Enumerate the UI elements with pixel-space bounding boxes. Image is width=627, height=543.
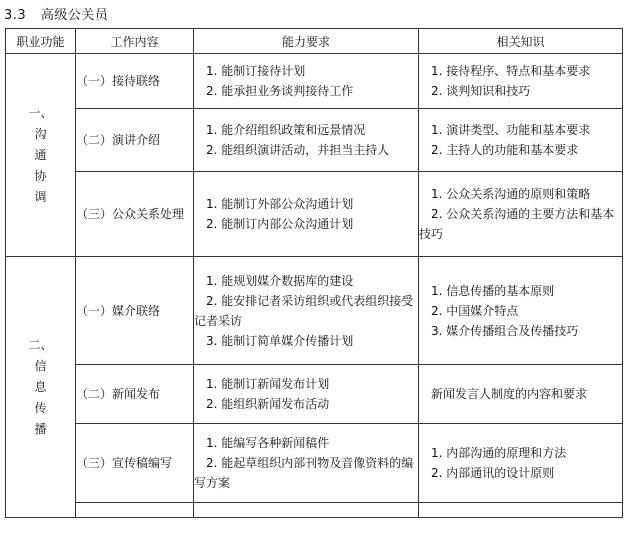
content-cell: （二）新闻发布	[76, 365, 194, 424]
ability-cell: 1. 能制订新闻发布计划 2. 能组织新闻发布活动	[194, 365, 419, 424]
knowledge-cell: 1. 内部沟通的原理和方法 2. 内部通讯的设计原则	[419, 424, 623, 503]
table-row	[6, 257, 623, 365]
table-row	[6, 172, 623, 257]
section-heading	[4, 4, 108, 23]
section-number: 3.3	[4, 8, 27, 23]
standards-table	[5, 28, 623, 518]
header-content: 工作内容	[76, 29, 194, 54]
function-cell: 二、 信 息 传 播	[6, 257, 76, 518]
knowledge-cell: 1. 信息传播的基本原则 2. 中国媒介特点 3. 媒介传播组合及传播技巧	[419, 257, 623, 365]
knowledge-cell: 新闻发言人制度的内容和要求	[419, 365, 623, 424]
content-cell: （一）媒介联络	[76, 257, 194, 365]
content-cell: （二）演讲介绍	[76, 109, 194, 172]
table-row	[6, 109, 623, 172]
knowledge-cell: 1. 演讲类型、功能和基本要求 2. 主持人的功能和基本要求	[419, 109, 623, 172]
knowledge-cell: 1. 接待程序、特点和基本要求 2. 谈判知识和技巧	[419, 54, 623, 109]
content-cell: （三）公众关系处理	[76, 172, 194, 257]
table-row	[6, 424, 623, 503]
function-cell: 一、 沟 通 协 调	[6, 54, 76, 257]
ability-cell: 1. 能编写各种新闻稿件 2. 能起草组织内部刊物及音像资料的编写方案	[194, 424, 419, 503]
header-row	[6, 29, 623, 54]
section-title: 高级公关员	[40, 8, 109, 23]
ability-cell: 1. 能规划媒介数据库的建设 2. 能安排记者采访组织或代表组织接受记者采访 3. 能制订简单媒介传播计划	[194, 257, 419, 365]
table-row	[6, 365, 623, 424]
ability-cell: 1. 能制订接待计划 2. 能承担业务谈判接待工作	[194, 54, 419, 109]
ability-cell: 1. 能介绍组织政策和远景情况 2. 能组织演讲活动，并担当主持人	[194, 109, 419, 172]
table-row-partial	[6, 503, 623, 518]
header-function: 职业功能	[6, 29, 76, 54]
ability-cell: 1. 能制订外部公众沟通计划 2. 能制订内部公众沟通计划	[194, 172, 419, 257]
header-ability: 能力要求	[194, 29, 419, 54]
header-knowledge: 相关知识	[419, 29, 623, 54]
knowledge-cell: 1. 公众关系沟通的原则和策略 2. 公众关系沟通的主要方法和基本技巧	[419, 172, 623, 257]
content-cell: （三）宣传稿编写	[76, 424, 194, 503]
content-cell: （一）接待联络	[76, 54, 194, 109]
table-row	[6, 54, 623, 109]
